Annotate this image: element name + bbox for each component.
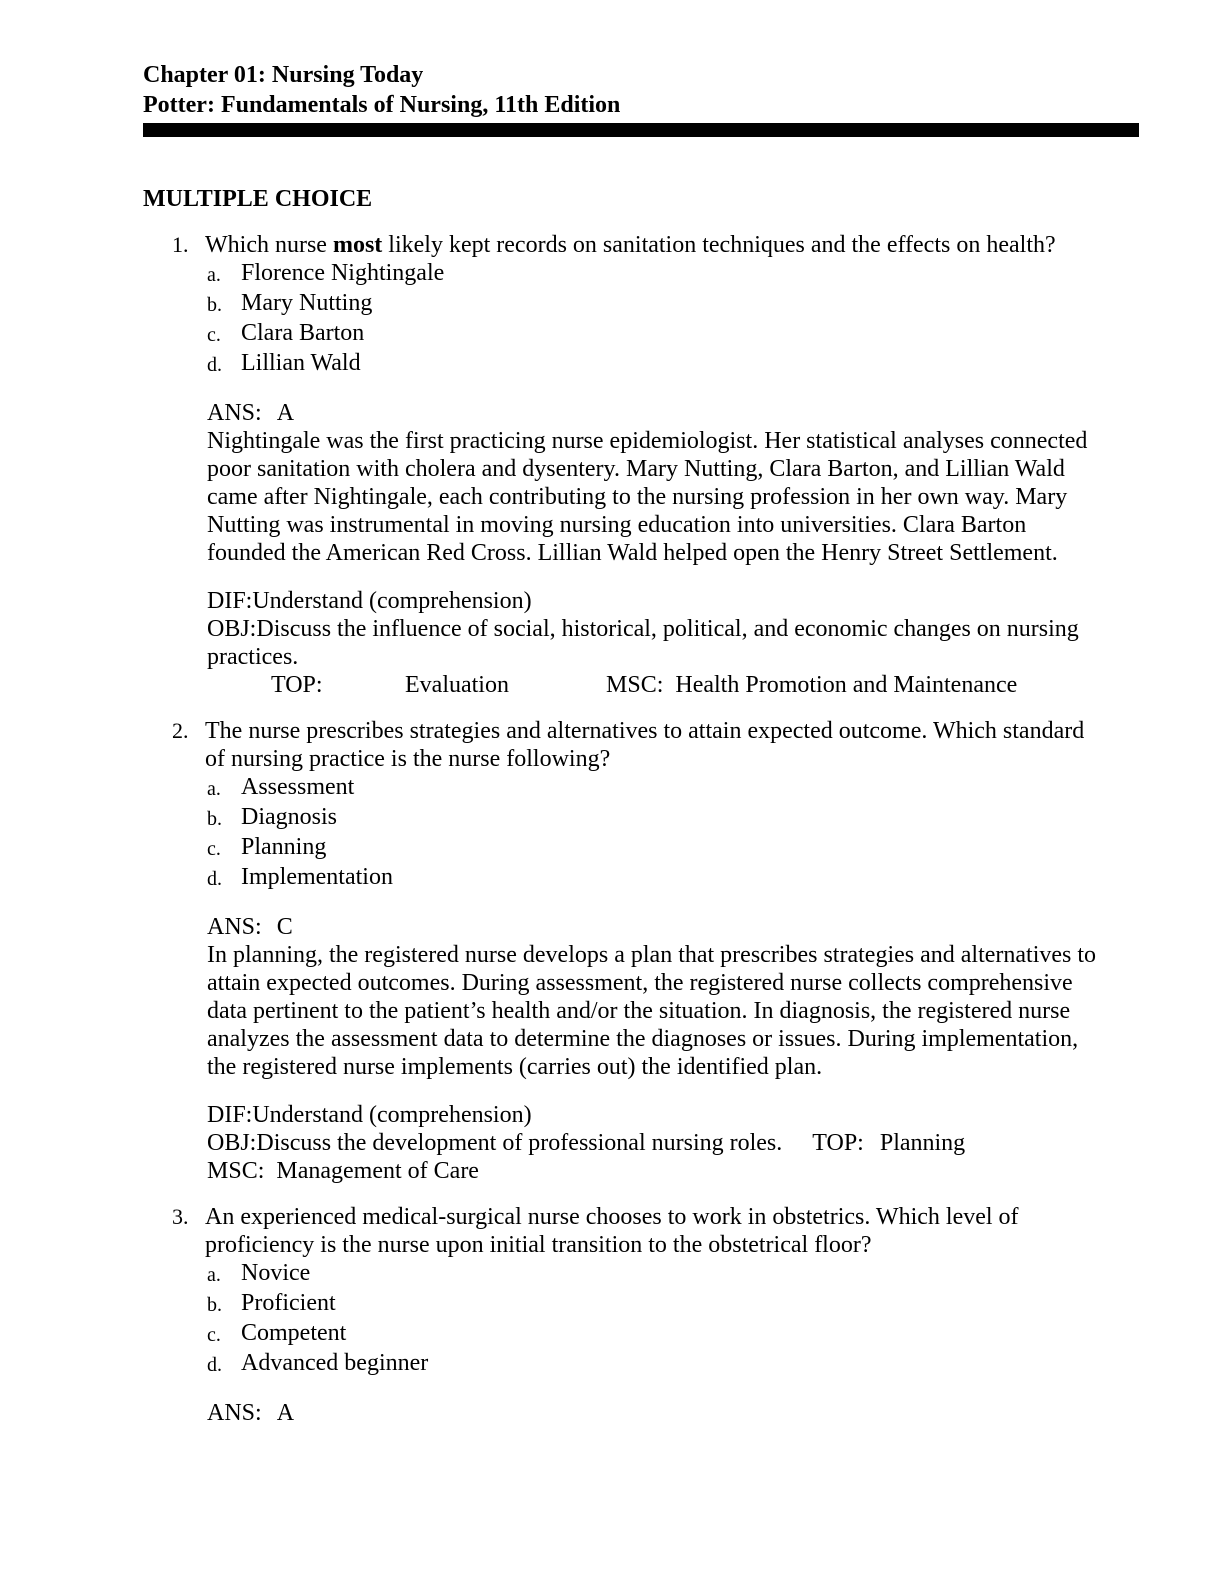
obj-label: OBJ:	[207, 616, 257, 642]
question-stem-row	[143, 1203, 1123, 1259]
option-letter: b.	[207, 294, 222, 316]
option-row	[207, 1259, 1123, 1289]
obj-value: Discuss the development of professional nursing roles.	[256, 1130, 783, 1156]
option-letter: c.	[207, 1324, 221, 1346]
chapter-title: Chapter 01: Nursing Today	[143, 62, 424, 88]
stem-text: Which nurse	[205, 232, 333, 258]
section-heading: MULTIPLE CHOICE	[143, 186, 373, 212]
options-list	[143, 773, 1123, 893]
question-number: 2.	[172, 718, 189, 743]
divider-bar	[143, 123, 1139, 137]
answer-line	[207, 913, 1109, 941]
rationale-text: In planning, the registered nurse develops a plan that prescribes strategies and alternatives to attain expected outcomes. During assessment, the registered nurse collects comprehensive data pertinent to the patient’s health and/or the situation. In diagnosis, the registered nurse analyzes the assessment data to determine the diagnoses or issues. During implementation, the registered nurse implements (carries out) the identified plan.	[207, 942, 1097, 1080]
book-title: Potter: Fundamentals of Nursing, 11th Edition	[143, 92, 621, 118]
obj-label: OBJ:	[207, 1130, 257, 1156]
dif-value: Understand (comprehension)	[252, 588, 532, 614]
option-letter: c.	[207, 838, 221, 860]
option-row	[207, 803, 1123, 833]
stem-bold-text: most	[332, 232, 383, 258]
dif-label: DIF:	[207, 588, 253, 614]
msc-label: MSC:	[207, 1158, 265, 1184]
option-text: Implementation	[241, 864, 393, 890]
rationale-text: Nightingale was the first practicing nurse epidemiologist. Her statistical analyses connected poor sanitation with cholera and dysentery. Mary Nutting, Clara Barton, and Lillian Wald came after Nightingale, each contributing to the nursing profession in her own way. Mary Nutting was instrumental in moving nursing education into universities. Clara Barton founded the American Red Cross. Lillian Wald helped open the Henry Street Settlement.	[207, 428, 1088, 566]
answer-label: ANS:	[207, 400, 262, 426]
answer-value: A	[276, 400, 295, 426]
question-3	[143, 1203, 1123, 1427]
question-stem: The nurse prescribes strategies and alternatives to attain expected outcome. Which standard of nursing practice is the nurse following?	[205, 718, 1085, 772]
obj-line	[207, 615, 1109, 671]
option-text: Competent	[241, 1320, 347, 1346]
option-text: Florence Nightingale	[241, 260, 445, 286]
option-row	[207, 259, 1123, 289]
option-text: Advanced beginner	[241, 1350, 429, 1376]
top-label: TOP:	[812, 1130, 864, 1156]
option-text: Planning	[241, 834, 327, 860]
option-text: Novice	[241, 1260, 311, 1286]
question-1	[143, 231, 1123, 699]
answer-value: A	[276, 1400, 295, 1426]
obj-top-line	[207, 1129, 1109, 1157]
stem-text: likely kept records on sanitation techniques and the effects on health?	[382, 232, 1056, 258]
document-header	[143, 60, 1123, 120]
answer-value: C	[276, 914, 293, 940]
obj-value: Discuss the influence of social, historical, political, and economic changes on nursing practices.	[207, 616, 1079, 670]
option-letter: b.	[207, 1294, 222, 1316]
option-row	[207, 1289, 1123, 1319]
top-label: TOP:	[271, 672, 323, 698]
options-list	[143, 259, 1123, 379]
question-stem-row	[143, 717, 1123, 773]
option-row	[207, 319, 1123, 349]
option-text: Clara Barton	[241, 320, 365, 346]
top-msc-line	[207, 671, 1109, 699]
answer-block	[207, 1399, 1109, 1427]
option-row	[207, 1349, 1123, 1379]
question-stem-row	[143, 231, 1123, 259]
option-text: Assessment	[241, 774, 355, 800]
answer-block	[207, 913, 1109, 1081]
question-meta	[207, 1101, 1109, 1185]
option-letter: d.	[207, 1354, 222, 1376]
option-row	[207, 773, 1123, 803]
dif-label: DIF:	[207, 1102, 253, 1128]
answer-label: ANS:	[207, 914, 262, 940]
dif-value: Understand (comprehension)	[252, 1102, 532, 1128]
question-2	[143, 717, 1123, 1185]
question-number: 1.	[172, 232, 189, 257]
option-row	[207, 289, 1123, 319]
option-letter: a.	[207, 778, 221, 800]
option-letter: b.	[207, 808, 222, 830]
option-row	[207, 349, 1123, 379]
option-letter: c.	[207, 324, 221, 346]
question-stem: An experienced medical-surgical nurse chooses to work in obstetrics. Which level of proficiency is the nurse upon initial transition to the obstetrical floor?	[205, 1204, 1019, 1258]
msc-value: Management of Care	[276, 1158, 479, 1184]
option-text: Mary Nutting	[241, 290, 373, 316]
msc-line	[207, 1157, 1109, 1185]
dif-line	[207, 587, 1109, 615]
option-text: Lillian Wald	[241, 350, 361, 376]
answer-label: ANS:	[207, 1400, 262, 1426]
options-list	[143, 1259, 1123, 1379]
option-row	[207, 833, 1123, 863]
answer-line	[207, 1399, 1109, 1427]
dif-line	[207, 1101, 1109, 1129]
msc-value: Health Promotion and Maintenance	[675, 672, 1018, 698]
option-letter: a.	[207, 1264, 221, 1286]
top-value: Planning	[879, 1130, 966, 1156]
answer-line	[207, 399, 1109, 427]
option-letter: d.	[207, 354, 222, 376]
option-text: Proficient	[241, 1290, 336, 1316]
question-stem	[205, 231, 1109, 259]
option-row	[207, 1319, 1123, 1349]
msc-label: MSC:	[606, 672, 664, 698]
question-meta	[207, 587, 1109, 699]
answer-block	[207, 399, 1109, 567]
top-value: Evaluation	[405, 672, 509, 698]
option-text: Diagnosis	[241, 804, 337, 830]
option-letter: a.	[207, 264, 221, 286]
question-number: 3.	[172, 1204, 189, 1229]
option-row	[207, 863, 1123, 893]
option-letter: d.	[207, 868, 222, 890]
